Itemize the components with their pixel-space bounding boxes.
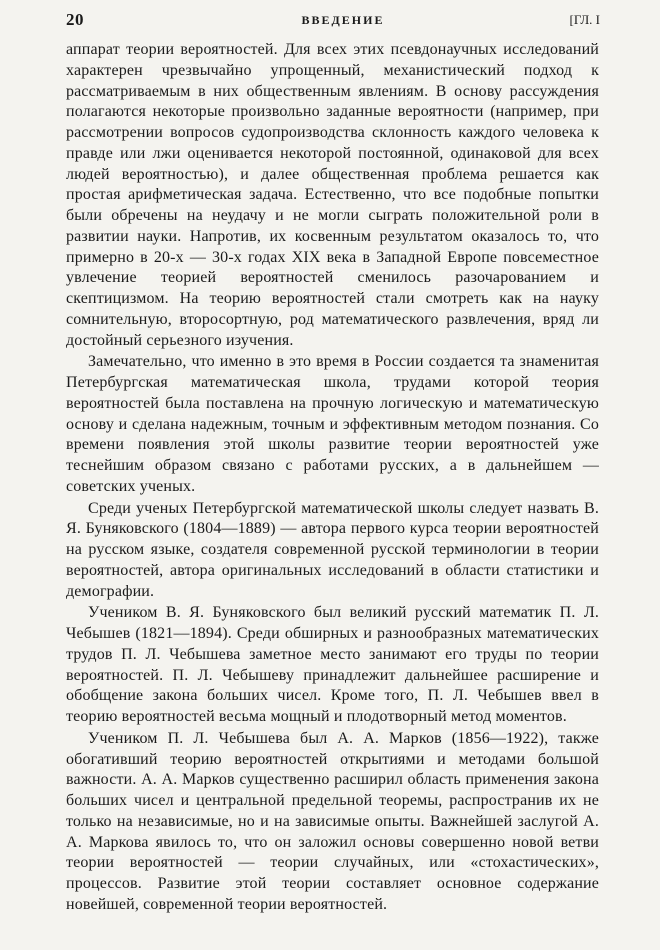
running-head: [66, 10, 600, 32]
body-text: [66, 40, 599, 916]
paragraph: Среди ученых Петербургской математической школы следует назвать В. Я. Буняковского (1804—1889) — автора первого курса теории вероятностей на русском языке, создателя современной русской терминологии в теории вероятностей, автора оригинальных исследований в области статистики и демографии.: [66, 499, 599, 600]
paragraph-continued: аппарат теории вероятностей. Для всех этих псевдонаучных исследований характерен чрезвычайно упрощенный, механистический подход к рассматриваемым в них общественным явлениям. В основу рассуждения полагаются некоторые произвольно заданные вероятности (например, при рассмотрении вопросов судопроизводства склонность каждого человека к правде или лжи оценивается некоторой постоянной, одинаковой для всех людей вероятностью), и далее общественная проблема решается как простая арифметическая задача. Естественно, что все подобные попытки были обречены на неудачу и не могли сыграть положительной роли в развитии науки. Напротив, их косвенным результатом оказалось то, что примерно в 20-х — 30-х годах XIX века в Западной Европе повсеместное увлечение теорией вероятностей сменилось разочарованием и скептицизмом. На теорию вероятностей стали смотреть как на науку сомнительную, второсортную, род математического развлечения, вряд ли достойный серьезного изучения.: [66, 41, 599, 349]
paragraph: Учеником В. Я. Буняковского был великий русский математик П. Л. Чебышев (1821—1894). Среди обширных и разнообразных математических трудов П. Л. Чебышева заметное место занимают его труды по теории вероятностей. П. Л. Чебышеву принадлежит дальнейшее расширение и обобщение закона больших чисел. Кроме того, П. Л. Чебышев ввел в теорию вероятностей весьма мощный и плодотворный метод моментов.: [66, 604, 599, 725]
page-number: 20: [66, 10, 84, 29]
paragraph: Замечательно, что именно в это время в России создается та знаменитая Петербургская математическая школа, трудами которой теория вероятностей была поставлена на прочную логическую и математическую основу и сделана надежным, точным и эффективным методом познания. Со времени появления этой школы развитие теории вероятностей уже теснейшим образом связано с работами русских, а в дальнейшем — советских ученых.: [66, 353, 599, 495]
paragraph: Учеником П. Л. Чебышева был А. А. Марков (1856—1922), также обогативший теорию вероятностей открытиями и методами большой важности. А. А. Марков существенно расширил область применения закона больших чисел и центральной предельной теоремы, распространив их не только на независимые, но и на зависимые опыты. Важнейшей заслугой А. А. Маркова явилось то, что он заложил основы совершенно новой ветви теории вероятностей — теории случайных, или «стохастических», процессов. Развитие этой теории составляет основное содержание новейшей, современной теории вероятностей.: [66, 729, 599, 913]
chapter-reference: [ГЛ. I: [569, 12, 600, 27]
section-title: ВВЕДЕНИЕ: [301, 13, 385, 27]
